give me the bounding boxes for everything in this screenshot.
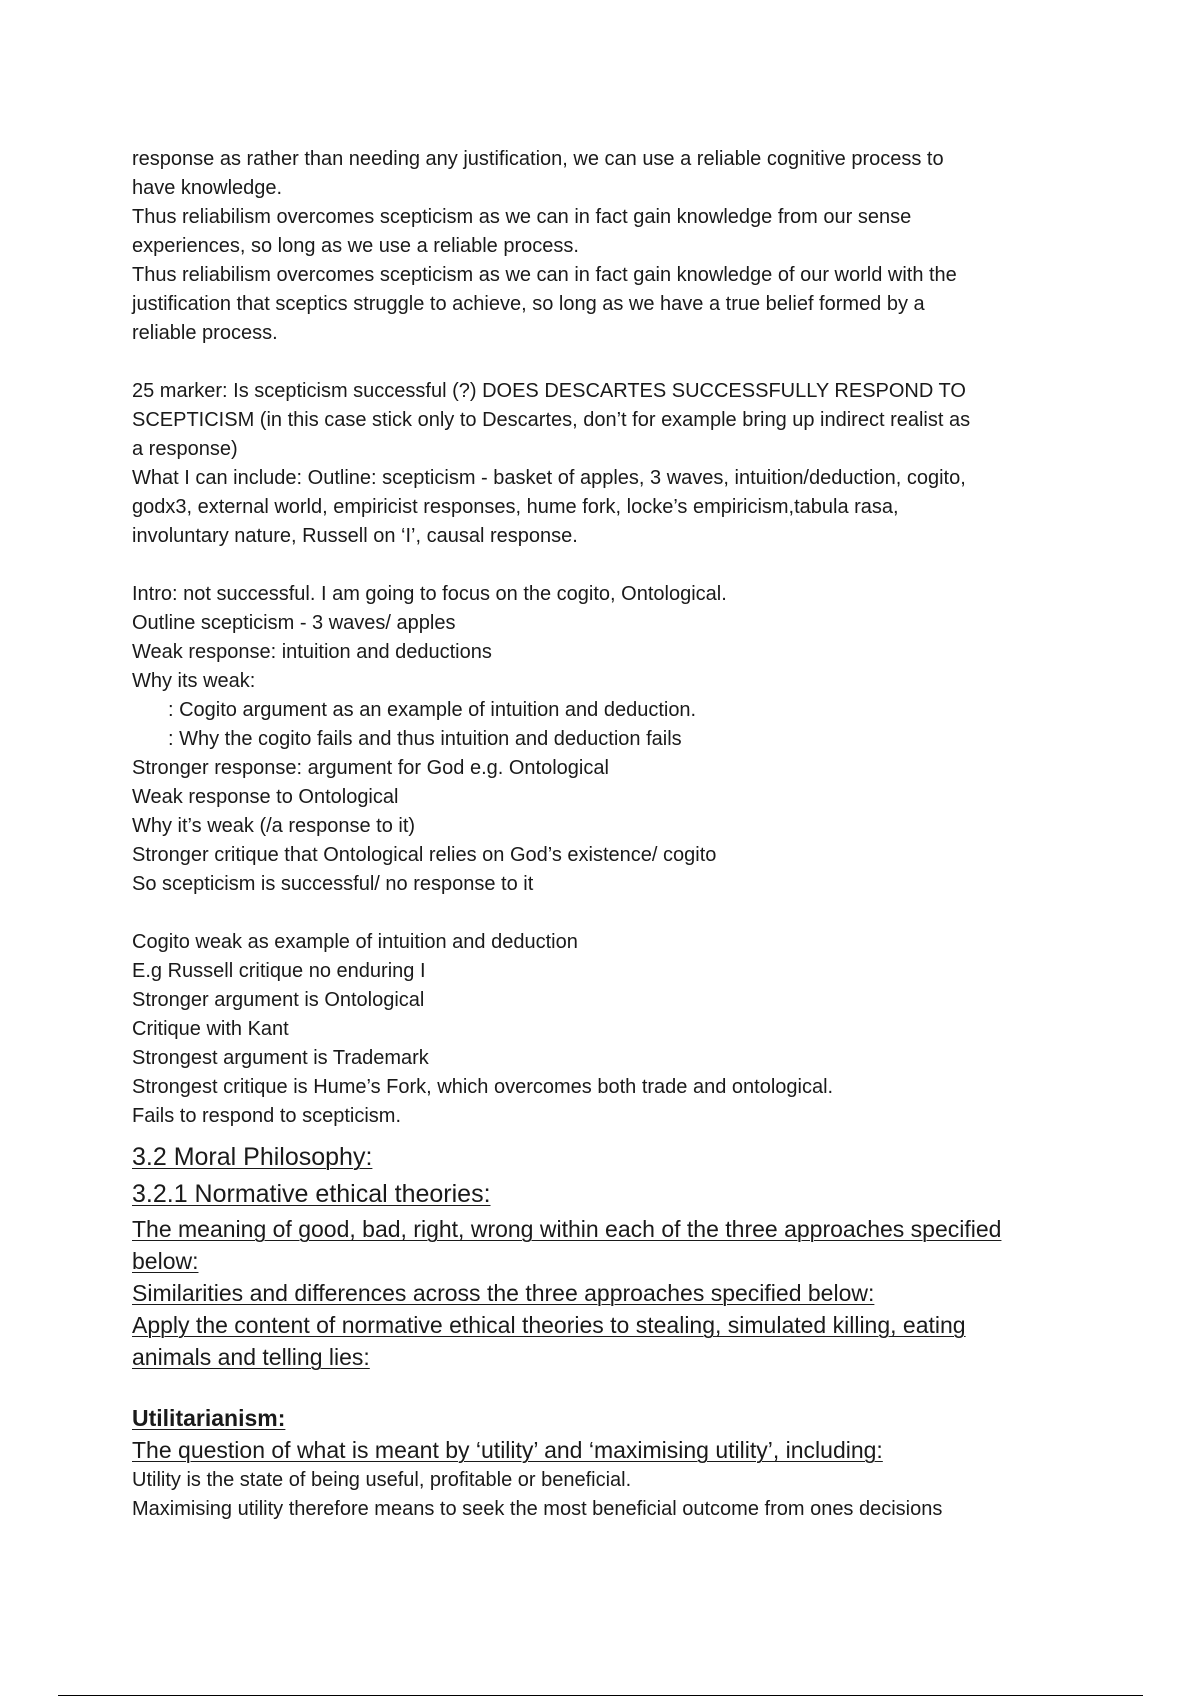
- utility-question: The question of what is meant by ‘utility’ and ‘maximising utility’, including:: [132, 1437, 883, 1463]
- text-line: 25 marker: Is scepticism successful (?) DOES DESCARTES SUCCESSFULLY RESPOND TO: [132, 380, 966, 402]
- text-line: Thus reliabilism overcomes scepticism as we can in fact gain knowledge from our sense: [132, 206, 912, 228]
- topic-line: animals and telling lies:: [132, 1344, 370, 1370]
- text-line: Weak response: intuition and deductions: [132, 641, 492, 663]
- utilitarianism-section: [132, 1402, 1072, 1524]
- topic-line: Apply the content of normative ethical theories to stealing, simulated killing, eating: [132, 1312, 966, 1338]
- text-line: Fails to respond to scepticism.: [132, 1105, 401, 1127]
- section-heading: 3.2 Moral Philosophy:: [132, 1143, 373, 1171]
- text-line: Stronger argument is Ontological: [132, 989, 425, 1011]
- text-line: justification that sceptics struggle to achieve, so long as we have a true belief formed by a: [132, 293, 925, 315]
- text-line: What I can include: Outline: scepticism - basket of apples, 3 waves, intuition/deduction, cogito,: [132, 467, 966, 489]
- text-line: SCEPTICISM (in this case stick only to Descartes, don’t for example bring up indirect realist as: [132, 409, 971, 431]
- text-line: Critique with Kant: [132, 1018, 289, 1040]
- text-line: So scepticism is successful/ no response to it: [132, 873, 534, 895]
- text-line: Cogito weak as example of intuition and deduction: [132, 931, 578, 953]
- essay-plan: [132, 580, 1072, 899]
- text-line: Intro: not successful. I am going to focus on the cogito, Ontological.: [132, 583, 727, 605]
- indented-line: : Why the cogito fails and thus intuition and deduction fails: [168, 728, 682, 750]
- text-line: involuntary nature, Russell on ‘I’, causal response.: [132, 525, 578, 547]
- moral-philosophy-section: [132, 1139, 1072, 1373]
- paragraph-gap: [132, 1131, 1072, 1139]
- text-line: a response): [132, 438, 238, 460]
- topic-line: The meaning of good, bad, right, wrong within each of the three approaches specified: [132, 1216, 1002, 1242]
- text-line: experiences, so long as we use a reliable process.: [132, 235, 579, 257]
- document-page: [132, 145, 1072, 1524]
- alternative-plan: [132, 928, 1072, 1131]
- text-line: Thus reliabilism overcomes scepticism as we can in fact gain knowledge of our world with the: [132, 264, 957, 286]
- text-line: Utility is the state of being useful, profitable or beneficial.: [132, 1469, 632, 1491]
- paragraph-gap: [132, 899, 1072, 928]
- text-line: Weak response to Ontological: [132, 786, 399, 808]
- text-line: have knowledge.: [132, 177, 283, 199]
- essay-question-paragraph: [132, 377, 1072, 551]
- subsection-heading: 3.2.1 Normative ethical theories:: [132, 1180, 491, 1208]
- text-line: E.g Russell critique no enduring I: [132, 960, 426, 982]
- topic-line: Similarities and differences across the three approaches specified below:: [132, 1280, 875, 1306]
- text-line: Stronger response: argument for God e.g. Ontological: [132, 757, 609, 779]
- footer-rule: [58, 1695, 1143, 1696]
- text-line: Why it’s weak (/a response to it): [132, 815, 416, 837]
- paragraph-gap: [132, 348, 1072, 377]
- text-line: Why its weak:: [132, 670, 256, 692]
- text-line: Outline scepticism - 3 waves/ apples: [132, 612, 456, 634]
- topic-line: below:: [132, 1248, 199, 1274]
- text-line: reliable process.: [132, 322, 278, 344]
- text-line: godx3, external world, empiricist responses, hume fork, locke’s empiricism,tabula rasa,: [132, 496, 899, 518]
- text-line: Strongest critique is Hume’s Fork, which overcomes both trade and ontological.: [132, 1076, 834, 1098]
- utilitarianism-title: Utilitarianism:: [132, 1405, 286, 1431]
- text-line: Maximising utility therefore means to seek the most beneficial outcome from ones decisions: [132, 1498, 943, 1520]
- text-line: response as rather than needing any justification, we can use a reliable cognitive process to: [132, 148, 944, 170]
- text-line: Strongest argument is Trademark: [132, 1047, 429, 1069]
- indented-line: : Cogito argument as an example of intuition and deduction.: [168, 699, 697, 721]
- paragraph-gap: [132, 1373, 1072, 1402]
- paragraph-gap: [132, 551, 1072, 580]
- reliabilism-paragraph: [132, 145, 1072, 348]
- text-line: Stronger critique that Ontological relies on God’s existence/ cogito: [132, 844, 717, 866]
